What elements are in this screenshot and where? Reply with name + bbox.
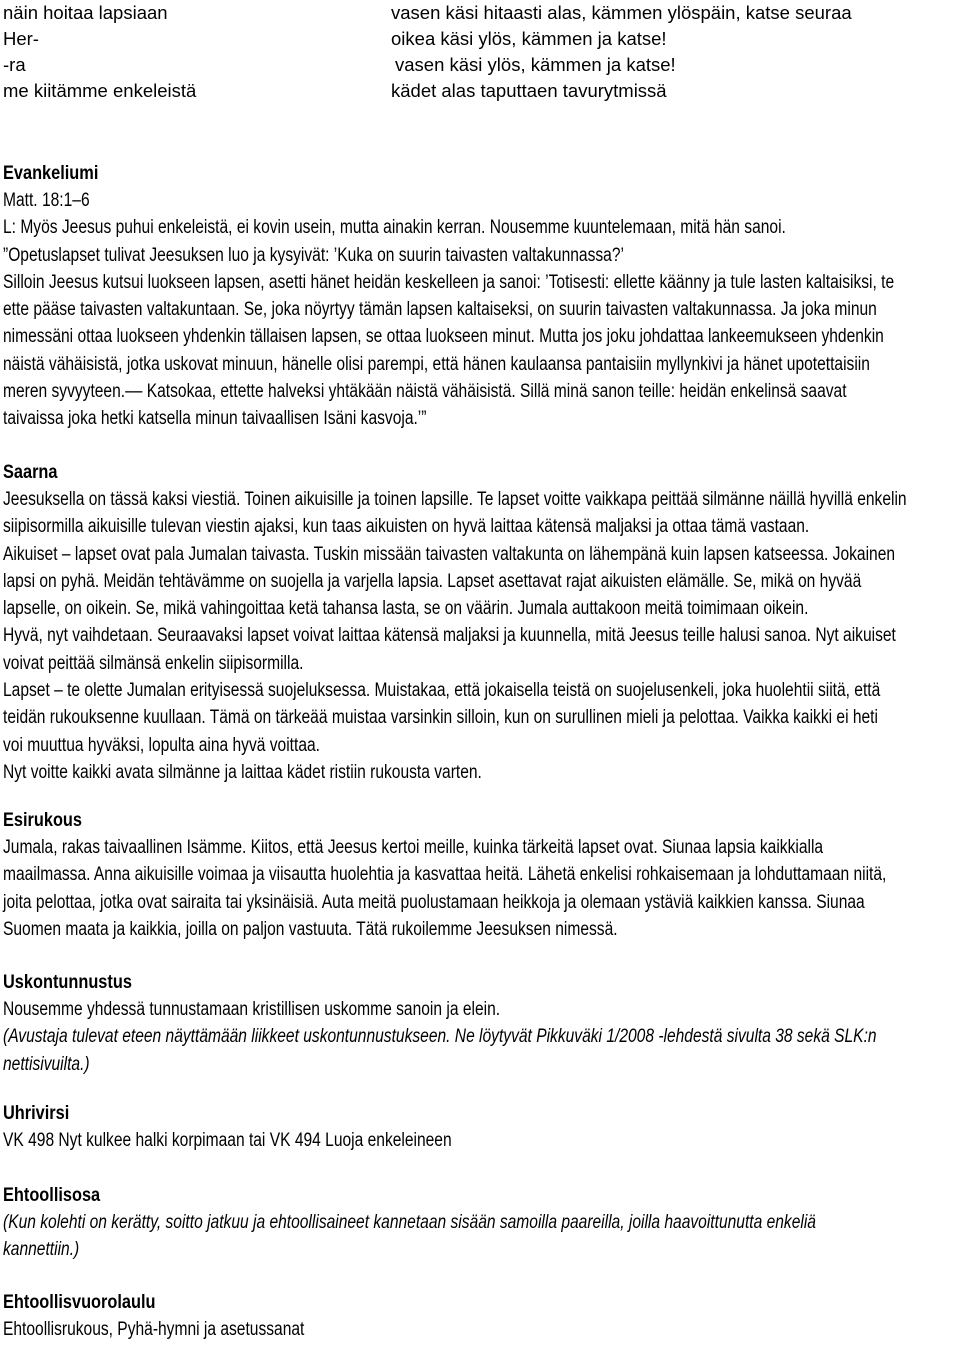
song-text: Her- xyxy=(3,28,39,49)
text-line: teidän rukouksenne kuullaan. Tämä on tärkeää muistaa varsinkin silloin, kun on surullinen mieli ja pelottaa. Vaikka kaikki ei heti xyxy=(3,707,878,729)
text-line: ”Opetuslapset tulivat Jeesuksen luo ja kysyivät: ’Kuka on suurin taivasten valtakunnassa?’ xyxy=(3,244,624,266)
text-line: Silloin Jeesus kutsui luokseen lapsen, asetti hänet heidän keskelleen ja sanoi: ’Totisesti: ellette käänny ja tule lasten kaltaisiksi, te xyxy=(3,271,895,293)
gesture-instruction: vasen käsi ylös, kämmen ja katse! xyxy=(395,54,676,75)
text-line: siipisormilla aikuisille tulevan viestin ajaksi, kun taas aikuisten on hyvä laittaa kätensä maljaksi ja ottaa tämä vastaan. xyxy=(3,516,810,538)
text-line: lapselle, on oikein. Se, mikä vahingoittaa ketä tahansa lasta, se on väärin. Jumala auttakoon meitä toimimaan oikein. xyxy=(3,598,809,620)
section-body xyxy=(3,486,954,786)
song-text: me kiitämme enkeleistä xyxy=(3,80,197,101)
text-line: VK 498 Nyt kulkee halki korpimaan tai VK 494 Luoja enkeleineen xyxy=(3,1130,452,1151)
gesture-row xyxy=(3,78,955,104)
text-line: Aikuiset – lapset ovat pala Jumalan taivasta. Tuskin missään taivasten valtakunta on lähempänä kuin lapsen katseessa. Jokainen xyxy=(3,543,896,565)
text-line: L: Myös Jeesus puhui enkeleistä, ei kovin usein, mutta ainakin kerran. Nousemme kuuntelemaan, mitä hän sanoi. xyxy=(3,217,786,239)
section-heading: Saarna xyxy=(3,462,58,483)
italic-note-line: kannettiin.) xyxy=(3,1239,80,1261)
section-ehtoollisosa xyxy=(3,1183,955,1264)
text-line: meren syvyyteen.–– Katsokaa, ettette halveksi yhtäkään näistä vähäisistä. Sillä minä sanon teille: heidän enkelinsä saavat xyxy=(3,381,847,403)
section-heading: Evankeliumi xyxy=(3,163,99,184)
section-body xyxy=(3,1209,954,1264)
gesture-row xyxy=(3,26,955,52)
gesture-row xyxy=(3,52,955,78)
text-line: näistä vähäisistä, jotka uskovat minuun, hänelle olisi parempi, että hänen kaulaansa pantaisiin myllynkivi ja hänet upotettaisiin xyxy=(3,353,870,375)
text-line: Nyt voitte kaikki avata silmänne ja laittaa kädet ristiin rukousta varten. xyxy=(3,761,482,783)
text-line: ette pääse taivasten valtakuntaan. Se, joka nöyrtyy tämän lapsen kaltaiseksi, on suurin taivasten valtakunnassa. Ja joka minun xyxy=(3,299,877,321)
text-line: Jumala, rakas taivaallinen Isämme. Kiitos, että Jeesus kertoi meille, kuinka tärkeitä lapset ovat. Siunaa lapsia kaikkialla xyxy=(3,837,824,858)
section-heading: Ehtoollisosa xyxy=(3,1185,101,1206)
song-text: -ra xyxy=(3,54,26,75)
gesture-row xyxy=(3,0,955,26)
song-text: näin hoitaa lapsiaan xyxy=(3,2,168,23)
section-body xyxy=(3,1127,954,1154)
section-uskontunnustus xyxy=(3,970,955,1078)
section-evankeliumi xyxy=(3,161,955,433)
section-esirukous xyxy=(3,808,955,943)
section-heading: Esirukous xyxy=(3,810,83,831)
section-heading: Uskontunnustus xyxy=(3,972,132,993)
text-line: voivat peittää silmänsä enkelin siipisormilla. xyxy=(3,652,304,674)
text-line: maailmassa. Anna aikuisille voimaa ja viisautta huolehtia ja kasvattaa heitä. Lähetä enkelisi rohkaisemaan ja lohduttamaan niitä, xyxy=(3,864,887,886)
section-heading: Ehtoollisvuorolaulu xyxy=(3,1292,156,1313)
italic-note-line: (Kun kolehti on kerätty, soitto jatkuu ja ehtoollisaineet kannetaan sisään samoilla paareilla, joilla haavoittunutta enkeliä xyxy=(3,1212,816,1233)
section-ehtoollisvuorolaulu xyxy=(3,1290,955,1343)
text-line: Jeesuksella on tässä kaksi viestiä. Toinen aikuisille ja toinen lapsille. Te lapset voitte vaikkapa peittää silmänne näillä hyvillä enkelin xyxy=(3,489,907,510)
section-heading: Uhrivirsi xyxy=(3,1103,70,1124)
text-line: Nousemme yhdessä tunnustamaan kristillisen uskomme sanoin ja elein. xyxy=(3,999,501,1020)
text-line: Hyvä, nyt vaihdetaan. Seuraavaksi lapset voivat laittaa kätensä maljaksi ja kuunnella, mitä Jeesus teille halusi sanoa. Nyt aikuiset xyxy=(3,625,896,647)
section-uhrivirsi xyxy=(3,1101,955,1154)
section-body xyxy=(3,834,954,943)
text-line: nimessäni ottaa luokseen yhdenkin tällaisen lapsen, se ottaa luokseen minut. Mutta jos joku johdattaa lankeemukseen yhdenkin xyxy=(3,326,884,348)
text-line: voi muuttua hyväksi, lopulta aina hyvä voittaa. xyxy=(3,734,320,756)
text-line: Lapset – te olette Jumalan erityisessä suojeluksessa. Muistakaa, että jokaisella teistä on suojelusenkeli, joka huolehtii siitä, että xyxy=(3,680,881,702)
text-line: taivaissa joka hetki katsella minun taivaallisen Isäni kasvoja.’” xyxy=(3,408,427,430)
section-body xyxy=(3,996,954,1078)
text-line: Matt. 18:1–6 xyxy=(3,190,90,211)
text-line: Ehtoollisrukous, Pyhä-hymni ja asetussanat xyxy=(3,1319,305,1340)
section-saarna xyxy=(3,460,955,786)
text-line: joita pelottaa, jotka ovat sairaita tai yksinäisiä. Auta meitä puolustamaan heikkoja ja olemaan ystäviä kaikkien kanssa. Siunaa xyxy=(3,891,865,913)
italic-note-line: (Avustaja tulevat eteen näyttämään liikkeet uskontunnustukseen. Ne löytyvät Pikkuväki 1/2008 -lehdestä sivulta 38 sekä SLK:n xyxy=(3,1026,877,1048)
gesture-instruction: vasen käsi hitaasti alas, kämmen ylöspäin, katse seuraa xyxy=(391,2,852,23)
text-line: Suomen maata ja kaikkia, joilla on paljon vastuuta. Tätä rukoilemme Jeesuksen nimessä. xyxy=(3,918,618,940)
gesture-instruction: kädet alas taputtaen tavurytmissä xyxy=(391,80,667,101)
gesture-instruction: oikea käsi ylös, kämmen ja katse! xyxy=(391,28,667,49)
text-line: lapsi on pyhä. Meidän tehtävämme on suojella ja varjella lapsia. Lapset asettavat rajat aikuisten elämälle. Se, mikä on hyvää xyxy=(3,570,862,592)
section-body xyxy=(3,1316,954,1343)
section-body xyxy=(3,187,954,433)
italic-note-line: nettisivuilta.) xyxy=(3,1053,90,1075)
